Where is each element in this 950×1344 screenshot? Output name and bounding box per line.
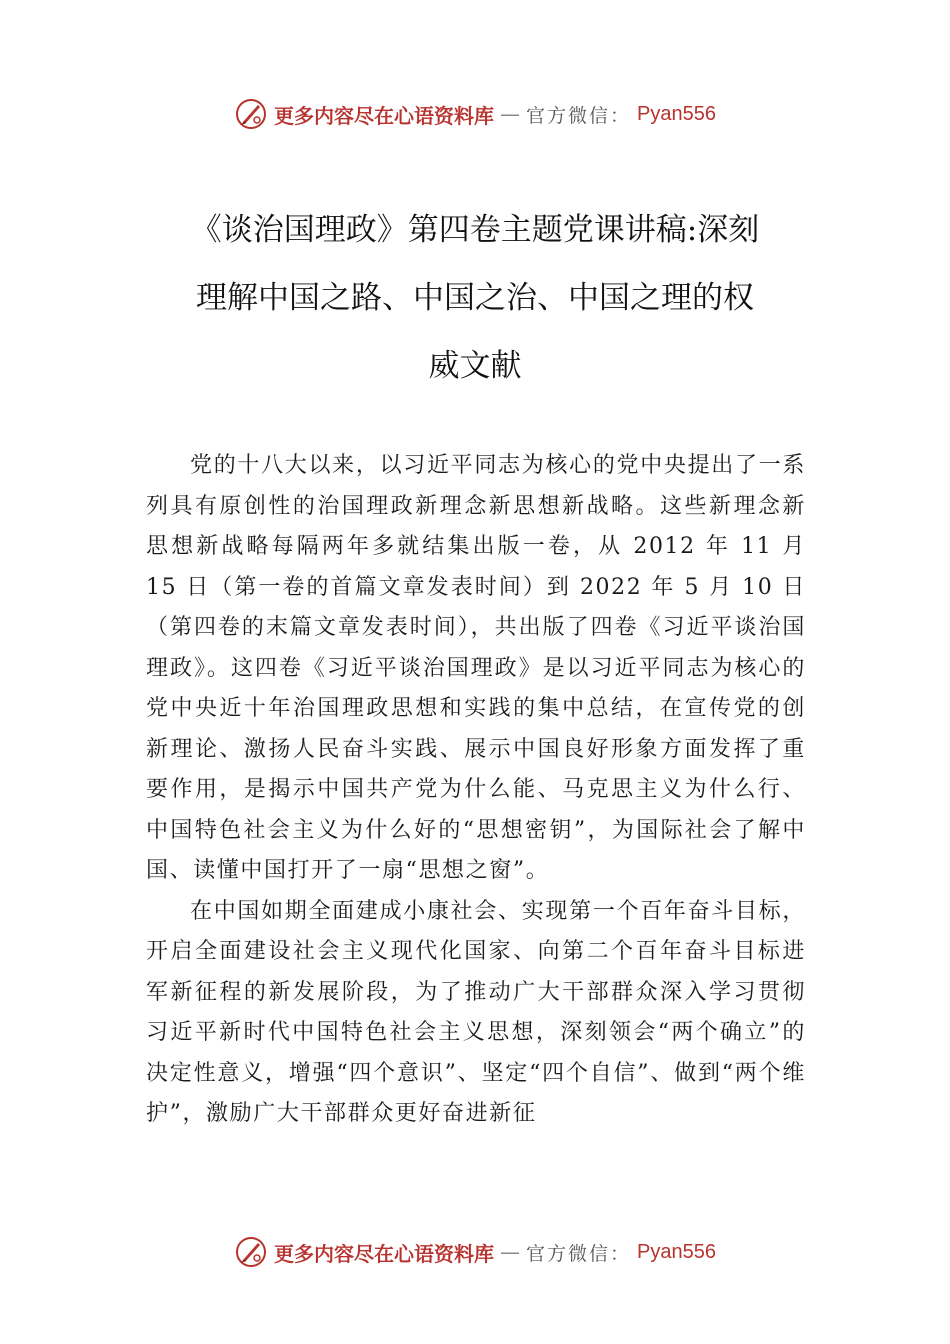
watermark-wechat-id: Pyan556 [637, 102, 716, 125]
document-title [140, 196, 810, 400]
quill-pen-logo-icon [234, 1235, 268, 1269]
quill-pen-logo-icon [234, 97, 268, 131]
title-line: 威文献 [428, 348, 522, 384]
watermark-dash: — [500, 1240, 520, 1264]
title-line: 《谈治国理政》第四卷主题党课讲稿:深刻 [190, 212, 760, 248]
watermark-wechat-label: 官方微信： [526, 104, 632, 127]
watermark-wechat-label: 官方微信： [526, 1242, 632, 1265]
body-paragraph: 在中国如期全面建成小康社会、实现第一个百年奋斗目标，开启全面建设社会主义现代化国家、向第二个百年奋斗目标进军新征程的新发展阶段，为了推动广大干部群众深入学习贯彻习近平新时代中国特色社会主义思想，深刻领会“两个确立”的决定性意义，增强“四个意识”、坚定“四个自信”、做到“两个维护”，激励广大干部群众更好奋进新征 [146, 898, 806, 1126]
watermark-wechat-id: Pyan556 [637, 1240, 716, 1263]
watermark-site-text: 更多内容尽在心语资料库 [274, 1241, 494, 1266]
watermark-site-text: 更多内容尽在心语资料库 [274, 103, 494, 128]
watermark-dash: — [500, 102, 520, 126]
title-line: 理解中国之路、中国之治、中国之理的权 [196, 280, 754, 316]
header-watermark [0, 94, 950, 134]
footer-watermark [0, 1232, 950, 1272]
document-body [146, 446, 806, 1135]
body-paragraph: 党的十八大以来，以习近平同志为核心的党中央提出了一系列具有原创性的治国理政新理念新思想新战略。这些新理念新思想新战略每隔两年多就结集出版一卷，从 2012 年 11 月 15 日（第一卷的首篇文章发表时间）到 2022 年 5 月 10 日（第四卷的末篇文章发表时间），共出版了四卷《习近平谈治国理政》。这四卷《习近平谈治国理政》是以习近平同志为核心的党中央近十年治国理政思想和实践的集中总结，在宣传党的创新理论、激扬人民奋斗实践、展示中国良好形象方面发挥了重要作用，是揭示中国共产党为什么能、马克思主义为什么行、中国特色社会主义为什么好的“思想密钥”，为国际社会了解中国、读懂中国打开了一扇“思想之窗”。 [146, 453, 806, 883]
